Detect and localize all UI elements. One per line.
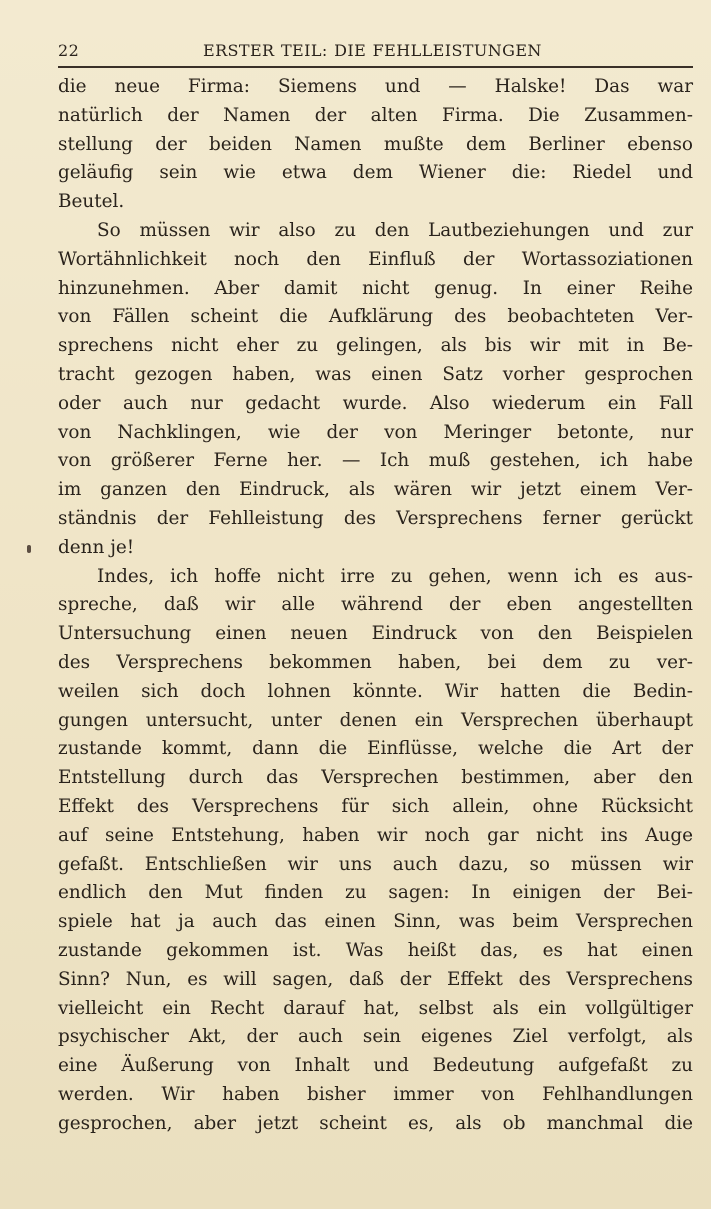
text-line: geläufig sein wie etwa dem Wiener die: Riedel und (58, 162, 693, 184)
text-line: weilen sich doch lohnen könnte. Wir hatten die Bedin- (58, 680, 693, 702)
text-line: tracht gezogen haben, was einen Satz vorher gesprochen (58, 363, 693, 385)
text-line: von Fällen scheint die Aufklärung des beobachteten Ver- (58, 306, 693, 328)
text-line: sprechens nicht eher zu gelingen, als bis wir mit in Be- (58, 335, 693, 357)
text-line: Indes, ich hoffe nicht irre zu gehen, wenn ich es aus- (97, 565, 693, 587)
text-line: psychischer Akt, der auch sein eigenes Ziel verfolgt, als (58, 1026, 693, 1048)
text-line: des Versprechens bekommen haben, bei dem zu ver- (58, 651, 693, 673)
text-line: denn je! (58, 536, 135, 558)
text-line: natürlich der Namen der alten Firma. Die Zusammen- (58, 104, 693, 126)
text-line: spreche, daß wir alle während der eben angestellten (58, 594, 693, 616)
text-line: die neue Firma: Siemens und — Halske! Das war (58, 76, 693, 97)
text-line: So müssen wir also zu den Lautbeziehungen und zur (97, 219, 693, 241)
text-line: gungen untersucht, unter denen ein Versprechen überhaupt (58, 709, 693, 731)
text-line: zustande gekommen ist. Was heißt das, es hat einen (58, 939, 693, 961)
text-line: auf seine Entstehung, haben wir noch gar nicht ins Auge (58, 824, 693, 846)
margin-mark (27, 545, 31, 553)
text-line: Untersuchung einen neuen Eindruck von den Beispielen (58, 623, 693, 645)
text-line: hinzunehmen. Aber damit nicht genug. In einer Reihe (58, 277, 693, 299)
text-line: zustande kommt, dann die Einflüsse, welche die Art der (58, 738, 693, 760)
text-line: Effekt des Versprechens für sich allein, ohne Rücksicht (58, 795, 693, 817)
page-number: 22 (58, 41, 80, 60)
text-line: oder auch nur gedacht wurde. Also wiederum ein Fall (58, 392, 693, 414)
text-line: endlich den Mut finden zu sagen: In einigen der Bei- (58, 882, 693, 904)
text-line: gesprochen, aber jetzt scheint es, als ob manchmal die (58, 1112, 693, 1134)
header-rule (58, 66, 693, 68)
text-line: spiele hat ja auch das einen Sinn, was beim Versprechen (58, 911, 693, 933)
page-header (58, 40, 693, 64)
text-line: vielleicht ein Recht darauf hat, selbst als ein vollgültiger (58, 997, 693, 1019)
text-line: Wortähnlichkeit noch den Einfluß der Wortassoziationen (58, 248, 693, 270)
text-line: von Nachklingen, wie der von Meringer betonte, nur (58, 421, 693, 443)
text-line: Sinn? Nun, es will sagen, daß der Effekt des Versprechens (58, 968, 693, 990)
text-line: werden. Wir haben bisher immer von Fehlhandlungen (58, 1083, 693, 1105)
text-line: im ganzen den Eindruck, als wären wir jetzt einem Ver- (58, 479, 693, 501)
text-line: ständnis der Fehlleistung des Versprechens ferner gerückt (58, 507, 693, 529)
text-line: gefaßt. Entschließen wir uns auch dazu, so müssen wir (58, 853, 693, 875)
running-title: ERSTER TEIL: DIE FEHLLEISTUNGEN (203, 41, 542, 60)
text-line: eine Äußerung von Inhalt und Bedeutung aufgefaßt zu (58, 1055, 693, 1077)
body-text (58, 73, 693, 1138)
text-line: Beutel. (58, 191, 125, 213)
text-line: von größerer Ferne her. — Ich muß gestehen, ich habe (58, 450, 693, 472)
text-line: stellung der beiden Namen mußte dem Berliner ebenso (58, 133, 693, 155)
text-line: Entstellung durch das Versprechen bestimmen, aber den (58, 767, 693, 789)
